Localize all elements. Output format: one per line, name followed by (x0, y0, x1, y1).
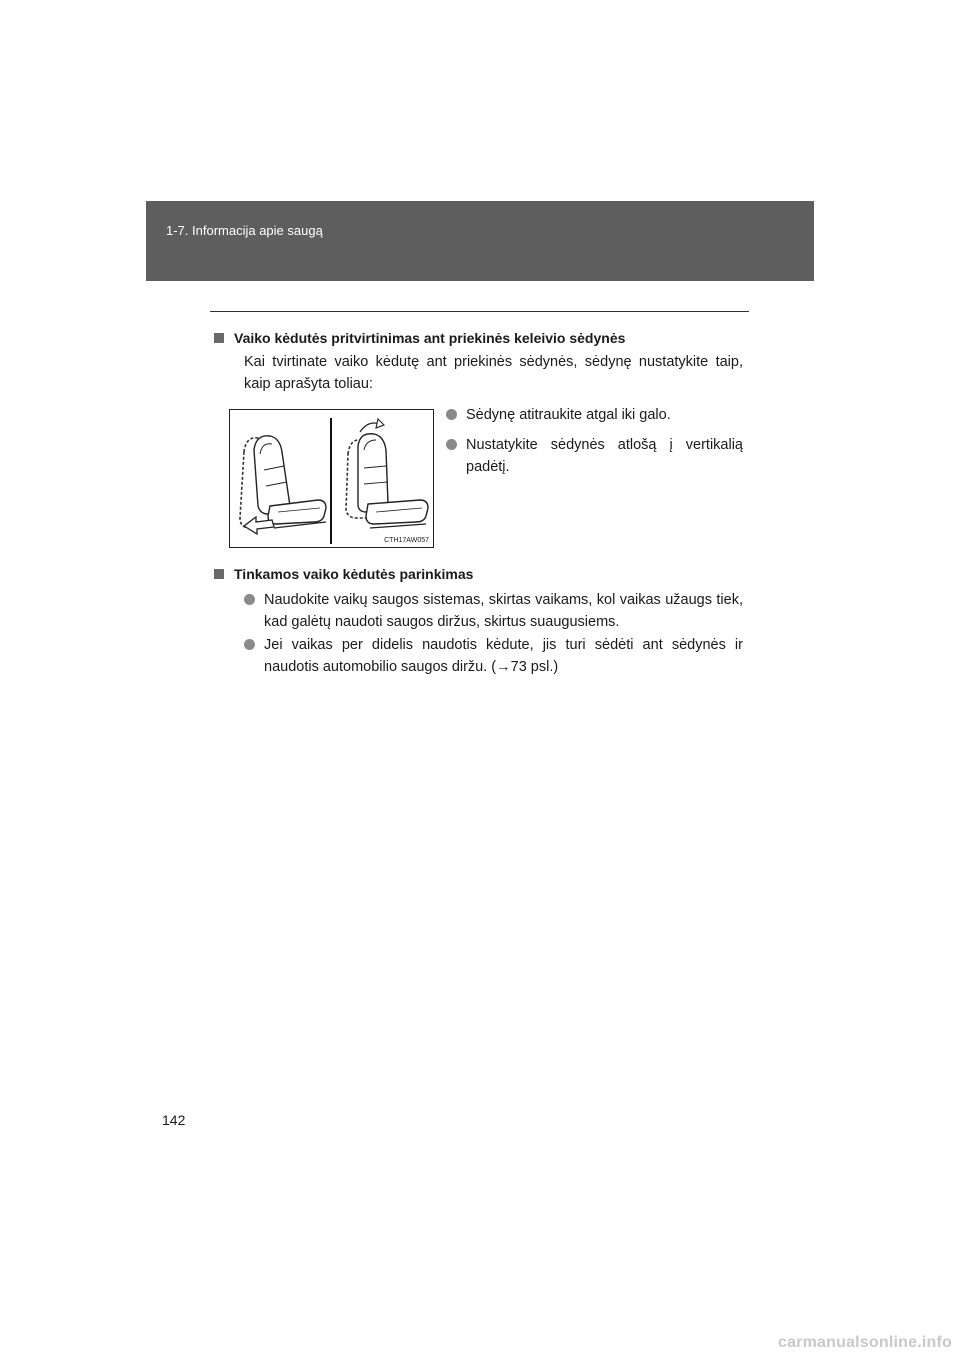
square-bullet-icon (214, 569, 224, 579)
section-header-band (146, 201, 814, 281)
page-number: 142 (162, 1112, 186, 1128)
list-item: Sėdynę atitraukite atgal iki galo. (446, 404, 743, 426)
header-rule (210, 311, 749, 312)
section-heading-child-seat-selection (214, 566, 473, 582)
round-bullet-icon (446, 439, 457, 450)
round-bullet-icon (446, 409, 457, 420)
section-title: 1-7. Informacija apie saugą (166, 223, 323, 238)
list-item: Jei vaikas per didelis naudotis kėdute, jis turi sėdėti ant sėdynės ir naudotis automobilio saugos diržu. (→73 psl.) (244, 634, 743, 678)
square-bullet-icon (214, 333, 224, 343)
section-heading-front-seat (214, 330, 625, 346)
seat-adjustment-illustration (229, 409, 434, 548)
list-item: Naudokite vaikų saugos sistemas, skirtas vaikams, kol vaikas užaugs tiek, kad galėtų naudoti saugos diržus, skirtus suaugusiems. (244, 589, 743, 633)
round-bullet-icon (244, 594, 255, 605)
list-item: Nustatykite sėdynės atlošą į vertikalią padėtį. (446, 434, 743, 478)
figure-code: CTH17AW057 (384, 537, 429, 544)
heading-text: Tinkamos vaiko kėdutės parinkimas (234, 566, 474, 582)
round-bullet-icon (244, 639, 255, 650)
heading-text: Vaiko kėdutės pritvirtinimas ant priekinės keleivio sėdynės (234, 330, 626, 346)
car-seat-icon (230, 410, 433, 547)
footer-watermark: carmanualsonline.info (777, 1334, 952, 1351)
intro-paragraph: Kai tvirtinate vaiko kėdutę ant priekinės sėdynės, sėdynę nustatykite taip, kaip aprašyta toliau: (244, 354, 743, 392)
